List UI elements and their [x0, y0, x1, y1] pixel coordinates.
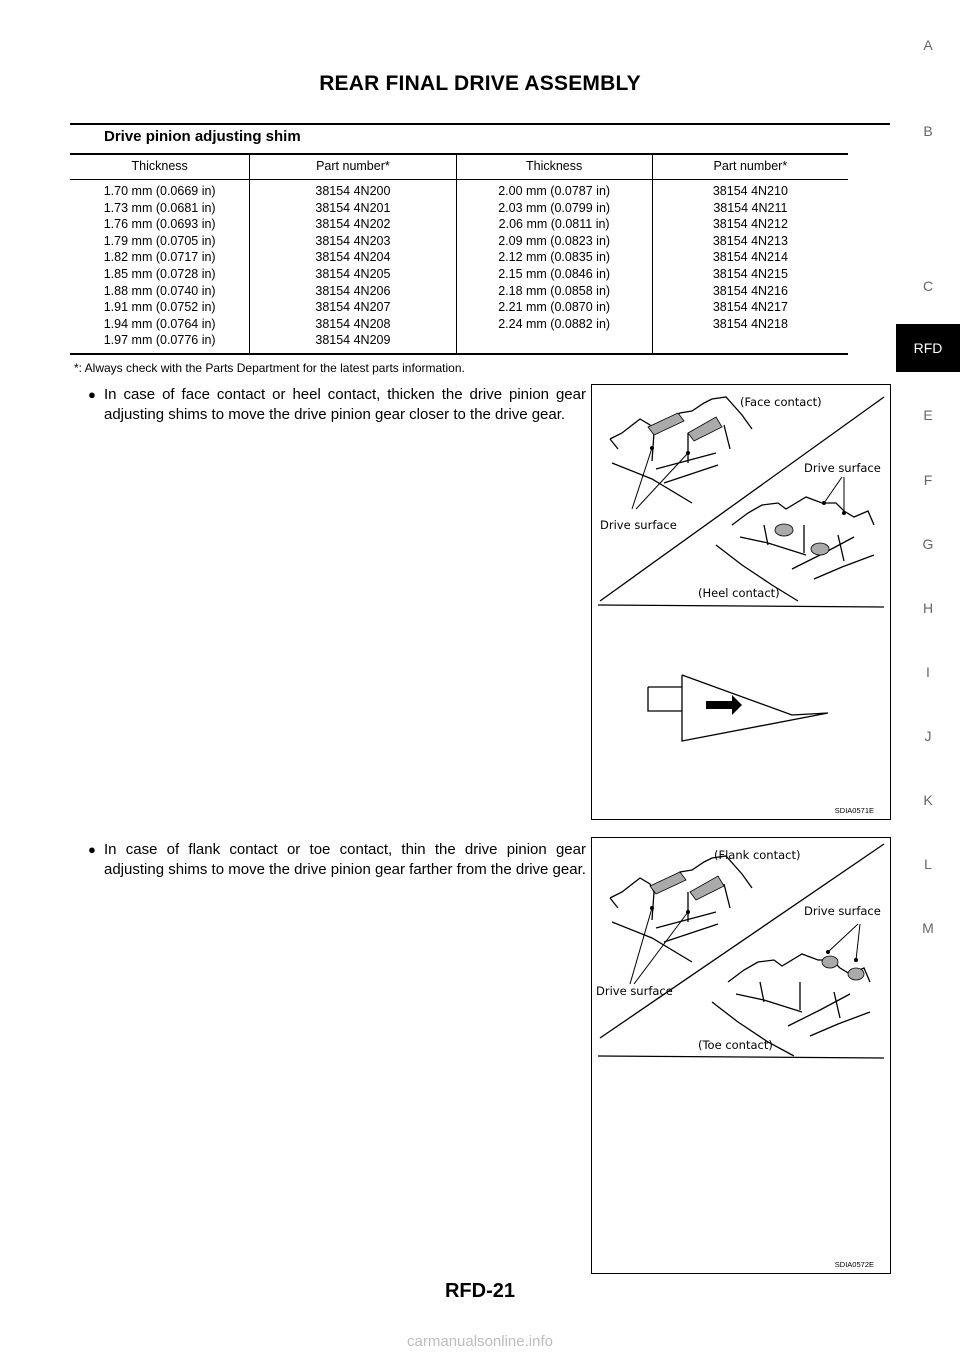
table-header-row — [70, 154, 848, 180]
list-item: 2.21 mm (0.0870 in) — [498, 300, 611, 315]
page-number: RFD-21 — [444, 1280, 515, 1302]
col-header-thickness-1: Thickness — [70, 154, 250, 180]
list-item: 38154 4N202 — [315, 217, 391, 232]
list-item: 1.91 mm (0.0752 in) — [103, 300, 216, 315]
list-item: 38154 4N206 — [315, 283, 391, 298]
list-item: 2.15 mm (0.0846 in) — [498, 266, 611, 281]
figure-label-drive-surface-right: Drive surface — [804, 461, 881, 475]
list-item: 38154 4N207 — [315, 300, 391, 315]
cell-left-thickness — [70, 180, 250, 354]
list-item: 1.94 mm (0.0764 in) — [103, 316, 216, 331]
section-heading: Drive pinion adjusting shim — [104, 128, 301, 145]
list-item: 2.09 mm (0.0823 in) — [498, 233, 611, 248]
instruction-paragraph — [88, 840, 586, 879]
list-item: 38154 4N210 — [712, 184, 788, 198]
list-item: 1.85 mm (0.0728 in) — [103, 266, 216, 281]
section-tab-f[interactable]: F — [923, 472, 933, 488]
list-item: 1.82 mm (0.0717 in) — [103, 250, 216, 265]
list-item: 1.88 mm (0.0740 in) — [103, 283, 216, 298]
figure-code: SDIA0571E — [834, 806, 874, 815]
section-tab-b[interactable]: B — [923, 123, 933, 139]
section-tab-e[interactable]: E — [923, 407, 933, 423]
section-tab-a[interactable]: A — [923, 37, 933, 53]
figure-label-drive-surface-left: Drive surface — [596, 984, 673, 998]
section-tab-rfd-active[interactable]: RFD — [896, 324, 960, 372]
list-item: 38154 4N218 — [712, 316, 788, 331]
col-header-thickness-2: Thickness — [456, 154, 652, 180]
cell-right-parts — [652, 180, 848, 354]
cell-right-thickness — [456, 180, 652, 354]
gear-contact-figure — [591, 384, 891, 820]
list-item: 2.00 mm (0.0787 in) — [498, 184, 611, 198]
section-index — [896, 0, 960, 1358]
list-item: 38154 4N209 — [315, 333, 391, 348]
bullet-icon: ● — [88, 842, 96, 857]
section-tab-j[interactable]: J — [924, 728, 932, 744]
section-tab-k[interactable]: K — [923, 792, 933, 808]
shim-table — [70, 153, 848, 355]
list-item: 38154 4N200 — [315, 184, 391, 198]
paragraph-text: In case of face contact or heel contact, thicken the drive pinion gear adjusting shims to move the drive pinion gear closer to the drive gear. — [104, 386, 586, 423]
list-item: 38154 4N208 — [315, 316, 391, 331]
list-item: 38154 4N201 — [315, 200, 391, 215]
list-item: 1.97 mm (0.0776 in) — [103, 333, 216, 348]
section-tab-i[interactable]: I — [926, 664, 930, 680]
list-item: 1.79 mm (0.0705 in) — [103, 233, 216, 248]
instruction-paragraph — [88, 385, 586, 424]
col-header-part-number-2: Part number* — [652, 154, 848, 180]
list-item: 38154 4N215 — [712, 266, 788, 281]
table-footnote: *: Always check with the Parts Department for the latest parts information. — [74, 361, 465, 375]
list-item: 1.70 mm (0.0669 in) — [103, 184, 216, 198]
list-item: 38154 4N216 — [712, 283, 788, 298]
list-item: 2.06 mm (0.0811 in) — [498, 217, 610, 232]
col-header-part-number-1: Part number* — [250, 154, 456, 180]
figure-label-drive-surface-right: Drive surface — [804, 904, 881, 918]
list-item: 1.76 mm (0.0693 in) — [103, 217, 216, 232]
list-item: 38154 4N217 — [712, 300, 788, 315]
list-item: 38154 4N213 — [712, 233, 788, 248]
figure-code: SDIA0572E — [834, 1260, 874, 1269]
list-item: 38154 4N203 — [315, 233, 391, 248]
cell-left-parts — [250, 180, 456, 354]
gear-contact-figure — [591, 837, 891, 1274]
section-tab-c[interactable]: C — [922, 278, 934, 294]
list-item: 38154 4N211 — [713, 200, 788, 215]
page-title: REAR FINAL DRIVE ASSEMBLY — [319, 72, 641, 95]
list-item: 38154 4N214 — [712, 250, 788, 265]
figure-label-lower: (Heel contact) — [698, 586, 780, 600]
section-tab-h[interactable]: H — [922, 600, 934, 616]
gear-contact-illustration — [592, 385, 889, 818]
list-item: 2.24 mm (0.0882 in) — [498, 316, 611, 331]
list-item: 2.12 mm (0.0835 in) — [498, 250, 611, 265]
list-item: 2.03 mm (0.0799 in) — [498, 200, 611, 215]
figure-label-upper: (Flank contact) — [714, 848, 801, 862]
figure-label-upper: (Face contact) — [740, 395, 822, 409]
table-row — [70, 180, 848, 354]
list-item: 1.73 mm (0.0681 in) — [103, 200, 216, 215]
list-item: 38154 4N212 — [712, 217, 788, 232]
section-tab-l[interactable]: L — [924, 856, 932, 872]
footer-watermark: carmanualsonline.info — [407, 1333, 553, 1350]
paragraph-text: In case of flank contact or toe contact, thin the drive pinion gear adjusting shims to move the drive pinion gear farther from the drive gear. — [104, 841, 586, 878]
figure-label-drive-surface-left: Drive surface — [600, 518, 677, 532]
figure-label-lower: (Toe contact) — [698, 1038, 773, 1052]
section-tab-m[interactable]: M — [922, 920, 934, 936]
list-item: 38154 4N204 — [315, 250, 391, 265]
header-rule — [70, 123, 890, 125]
section-tab-g[interactable]: G — [922, 536, 934, 552]
bullet-icon: ● — [88, 387, 96, 402]
list-item: 38154 4N205 — [315, 266, 391, 281]
list-item: 2.18 mm (0.0858 in) — [498, 283, 611, 298]
